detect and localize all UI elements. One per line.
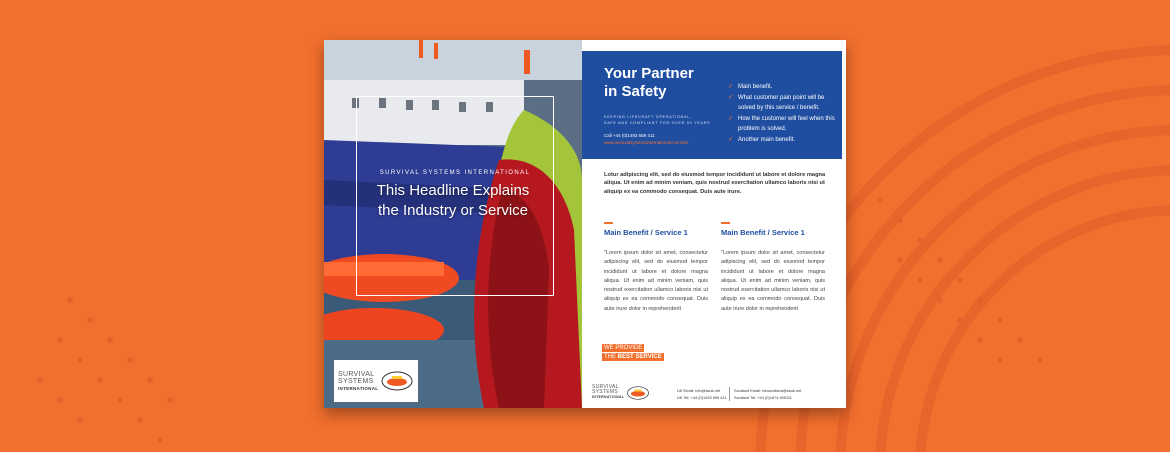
tagline-prefix: THE [604, 353, 618, 360]
uk-contact [677, 387, 727, 401]
intro-paragraph: Lotur adipiscing elit, sed do eiusmod tempor incididunt ut labore et dolore magna aliqua. Ut enim ad minim veniam, quis nostrud exercitation ullamco laboris nisi ut aliquip ex ea commodo consequat. Duis aute irure. [604, 172, 826, 195]
checklist-item [728, 82, 840, 93]
footer-logo [592, 385, 650, 400]
benefit-title: Main Benefit / Service 1 [604, 228, 688, 237]
uk-email[interactable]: UK Email: info@ssuk.net [677, 388, 721, 393]
scotland-contact [729, 387, 801, 401]
footer-logo-line-1: SURVIVAL [592, 384, 619, 390]
brochure-cover-page [324, 40, 582, 408]
logo-line-3: INTERNATIONAL [338, 385, 379, 391]
panel-website-link[interactable]: www.survivalsystemsinternational.com/UK [604, 140, 689, 145]
hero-panel [582, 51, 842, 159]
panel-subtitle-line-1: KEEPING LIFECRAFT OPERATIONAL, [604, 115, 692, 119]
headline-line-2: the Industry or Service [377, 202, 529, 219]
benefit-body: "Lorem ipsum dolor sit amet, consectetur adipiscing elit, sed do eiusmod tempor incididunt ut labore et dolore magna aliqua. Ut enim ad minim veniam, quis nostrud exercitation ullamco laboris nisi ut aliquip ex ea commodo consequat. Duis aute irure dolor in reprehenderit [721, 250, 825, 312]
checklist-text: Another main benefit. [738, 136, 796, 143]
benefit-column-1 [604, 222, 708, 314]
checklist-item [728, 114, 840, 135]
checklist-text: Main benefit. [738, 84, 773, 90]
checklist-item [728, 135, 840, 146]
check-icon: ✓ [728, 83, 734, 90]
panel-title-line-2: in Safety [604, 83, 667, 100]
checklist-text: What customer pain point will be solved by this service / benefit. [738, 94, 825, 112]
panel-title [604, 65, 724, 101]
boat-badge-icon [381, 371, 413, 391]
panel-subtitle [604, 114, 724, 126]
headline-line-1: This Headline Explains [376, 182, 530, 199]
checklist-item [728, 93, 840, 114]
benefit-body: "Lorem ipsum dolor sit amet, consectetur adipiscing elit, sed do eiusmod tempor incididunt ut labore et dolore magna aliqua. Ut enim ad minim veniam, quis nostrud exercitation ullamco laboris nisi ut aliquip ex ea commodo consequat. Duis aute irure dolor in reprehenderit [604, 250, 708, 312]
cover-kicker: SURVIVAL SYSTEMS INTERNATIONAL [379, 170, 531, 176]
uk-phone: UK Tel: +44 (0)1493 659 411 [677, 395, 727, 400]
tagline-line-1: WE PROVIDE [604, 344, 643, 351]
check-icon: ✓ [728, 114, 734, 122]
benefit-column-2 [721, 222, 825, 314]
logo-wordmark [338, 371, 378, 392]
scotland-email[interactable]: Scotland Email: infoscotland@ssuk.net [734, 388, 802, 393]
panel-phone: Call +44 (0)1493 659 411 [604, 133, 655, 138]
benefit-title: Main Benefit / Service 1 [721, 228, 805, 237]
cover-logo [334, 360, 418, 402]
benefit-checklist [728, 82, 840, 146]
panel-subtitle-line-2: SAFE AND COMPLIANT FOR OVER 50 YEARS [604, 121, 711, 125]
scotland-phone: Scotland Tel: +44 (0)1674 905111 [734, 395, 792, 400]
logo-line-1: SURVIVAL [338, 370, 375, 378]
accent-dash [721, 222, 730, 224]
panel-title-line-1: Your Partner [604, 65, 694, 82]
cover-headline [354, 181, 552, 221]
check-icon: ✓ [728, 93, 734, 101]
logo-line-2: SYSTEMS [338, 377, 374, 385]
footer-logo-line-2: SYSTEMS [592, 389, 618, 395]
tagline-line-2 [602, 353, 664, 361]
brochure-spread [324, 40, 846, 408]
footer-wordmark [592, 385, 624, 400]
check-icon: ✓ [728, 135, 734, 143]
checklist-text: How the customer will feel when this problem is solved. [738, 115, 835, 133]
brochure-content-page [582, 40, 846, 408]
boat-badge-icon [626, 386, 650, 400]
tagline-emphasis: BEST SERVICE [617, 353, 662, 360]
accent-dash [604, 222, 613, 224]
footer-logo-line-3: INTERNATIONAL [592, 395, 625, 399]
